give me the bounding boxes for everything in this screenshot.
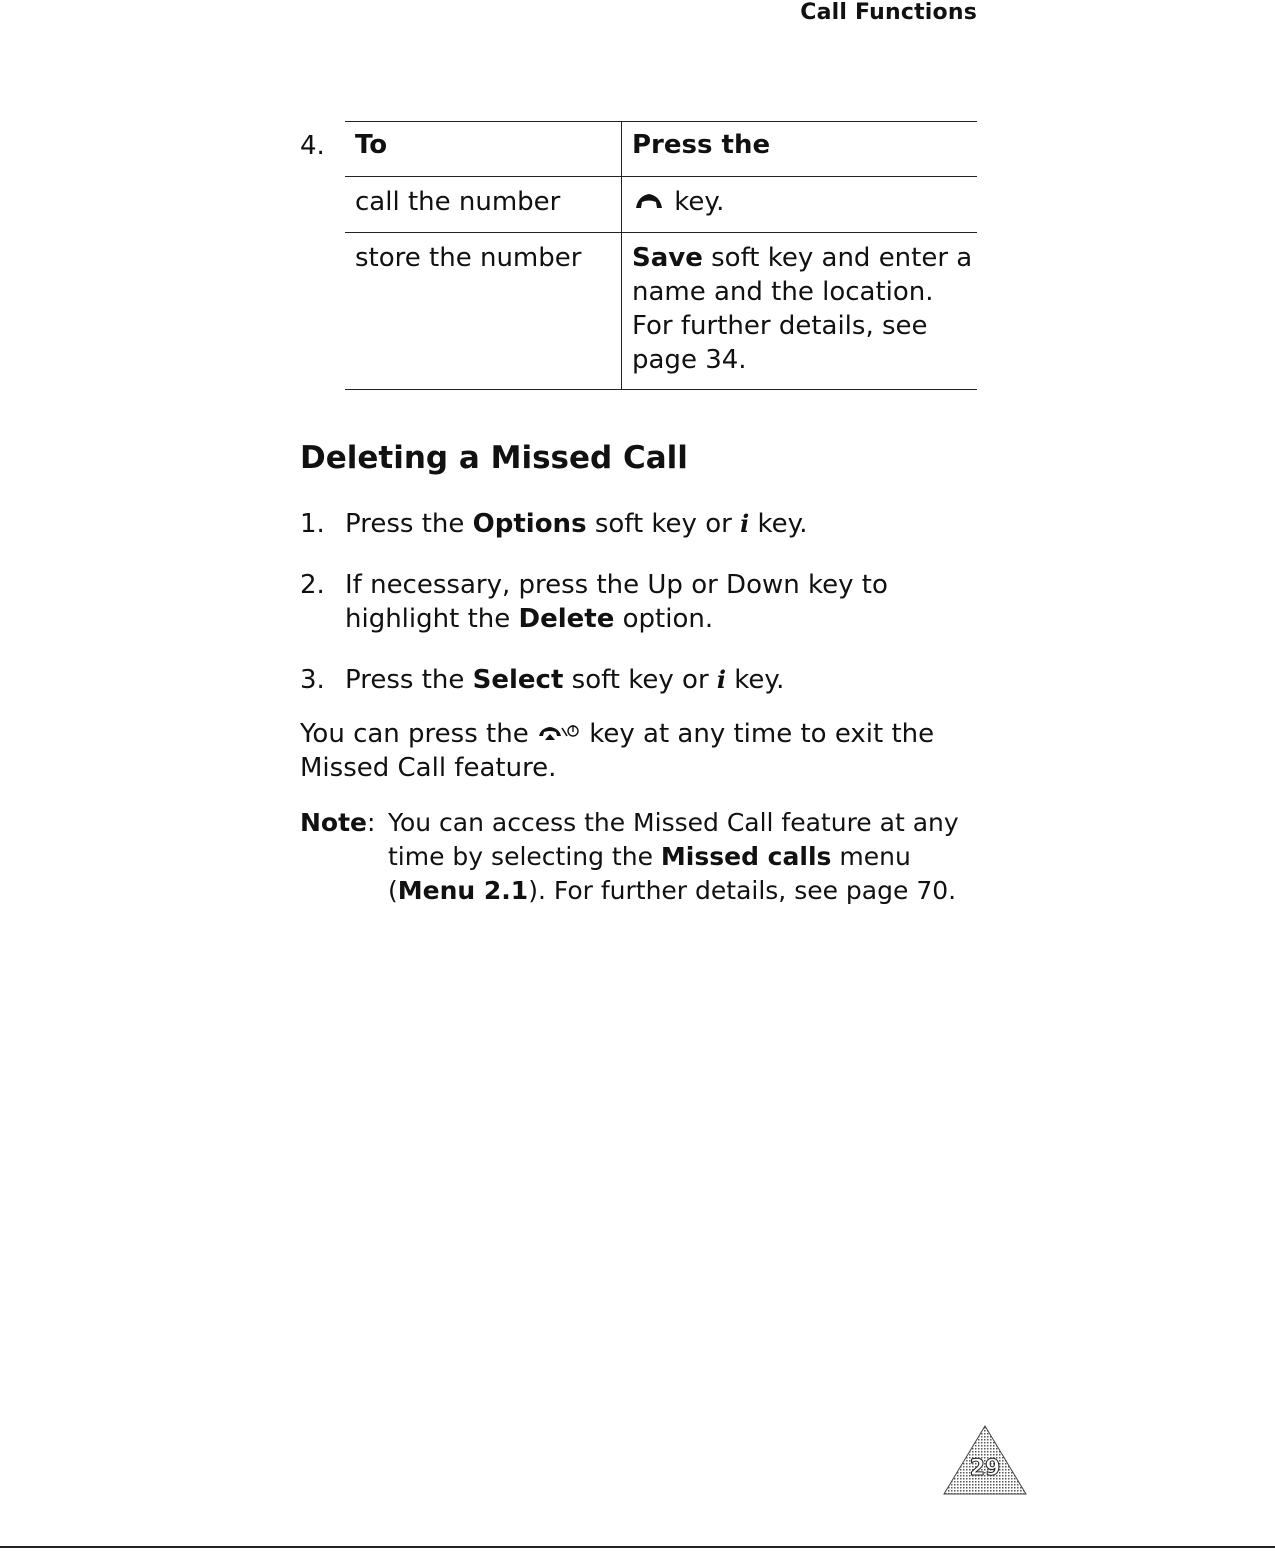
key-action-table [345,121,977,390]
end-power-icon [537,719,581,749]
table-header-row [345,122,977,177]
missed-calls-label: Missed calls [660,842,832,871]
options-label: Options [472,509,587,539]
save-label: Save [632,243,703,273]
note-text-1: You can access the Missed Call feature at any time by selecting the [388,808,959,871]
table-cell-press [622,233,978,390]
page-header-title: Call Functions [800,0,977,25]
note-text-3: ). For further details, see page 70. [528,876,957,905]
step-4-number: 4. [300,131,325,161]
note-text-2: menu ( [388,842,911,905]
table-row [345,233,977,390]
table-cell-press [622,177,978,233]
table-cell-press-text: soft key and enter a name and the location. For further details, see page 34. [632,243,973,375]
note-label [300,806,375,840]
send-call-icon [632,187,666,217]
step-number: 2. [300,570,325,600]
exit-paragraph [300,717,980,785]
menu-number-label: Menu 2.1 [397,876,529,905]
info-key-icon: i [740,509,750,538]
column-header-press: Press the [622,122,978,177]
step-text [345,568,965,636]
table-row [345,177,977,233]
step-text-pre: If necessary, press the Up or Down key to highlight the [345,570,888,634]
select-label: Select [472,665,564,695]
step-text [345,507,965,541]
page-number: 29 [969,1456,1001,1481]
table-cell-press-text: key. [674,187,725,217]
note-colon: : [367,808,376,837]
step-number: 1. [300,509,325,539]
table-cell-to: store the number [355,243,582,273]
step-text-post: option. [622,604,714,634]
step-text-pre: Press the [345,665,465,695]
step-text-post: soft key or [594,509,732,539]
info-key-icon: i [716,665,727,694]
note-block [300,806,980,908]
exit-text-pre: You can press the [300,719,529,749]
step-1 [300,507,965,541]
step-text [345,663,965,697]
step-text-end: key. [757,509,808,539]
step-number: 3. [300,665,325,695]
section-title: Deleting a Missed Call [300,440,688,476]
delete-label: Delete [518,604,615,634]
note-label-text: Note [300,808,368,837]
table-cell-to: call the number [355,187,561,217]
note-body [388,806,980,908]
step-text-end: key. [734,665,785,695]
column-header-to: To [355,130,388,160]
bottom-rule [0,1546,1275,1548]
step-text-post: soft key or [571,665,709,695]
step-text-pre: Press the [345,509,465,539]
exit-text-post: key at any time to exit the Missed Call feature. [300,719,935,783]
step-2 [300,568,965,636]
step-3 [300,663,965,697]
page-number-badge [942,1424,1028,1496]
